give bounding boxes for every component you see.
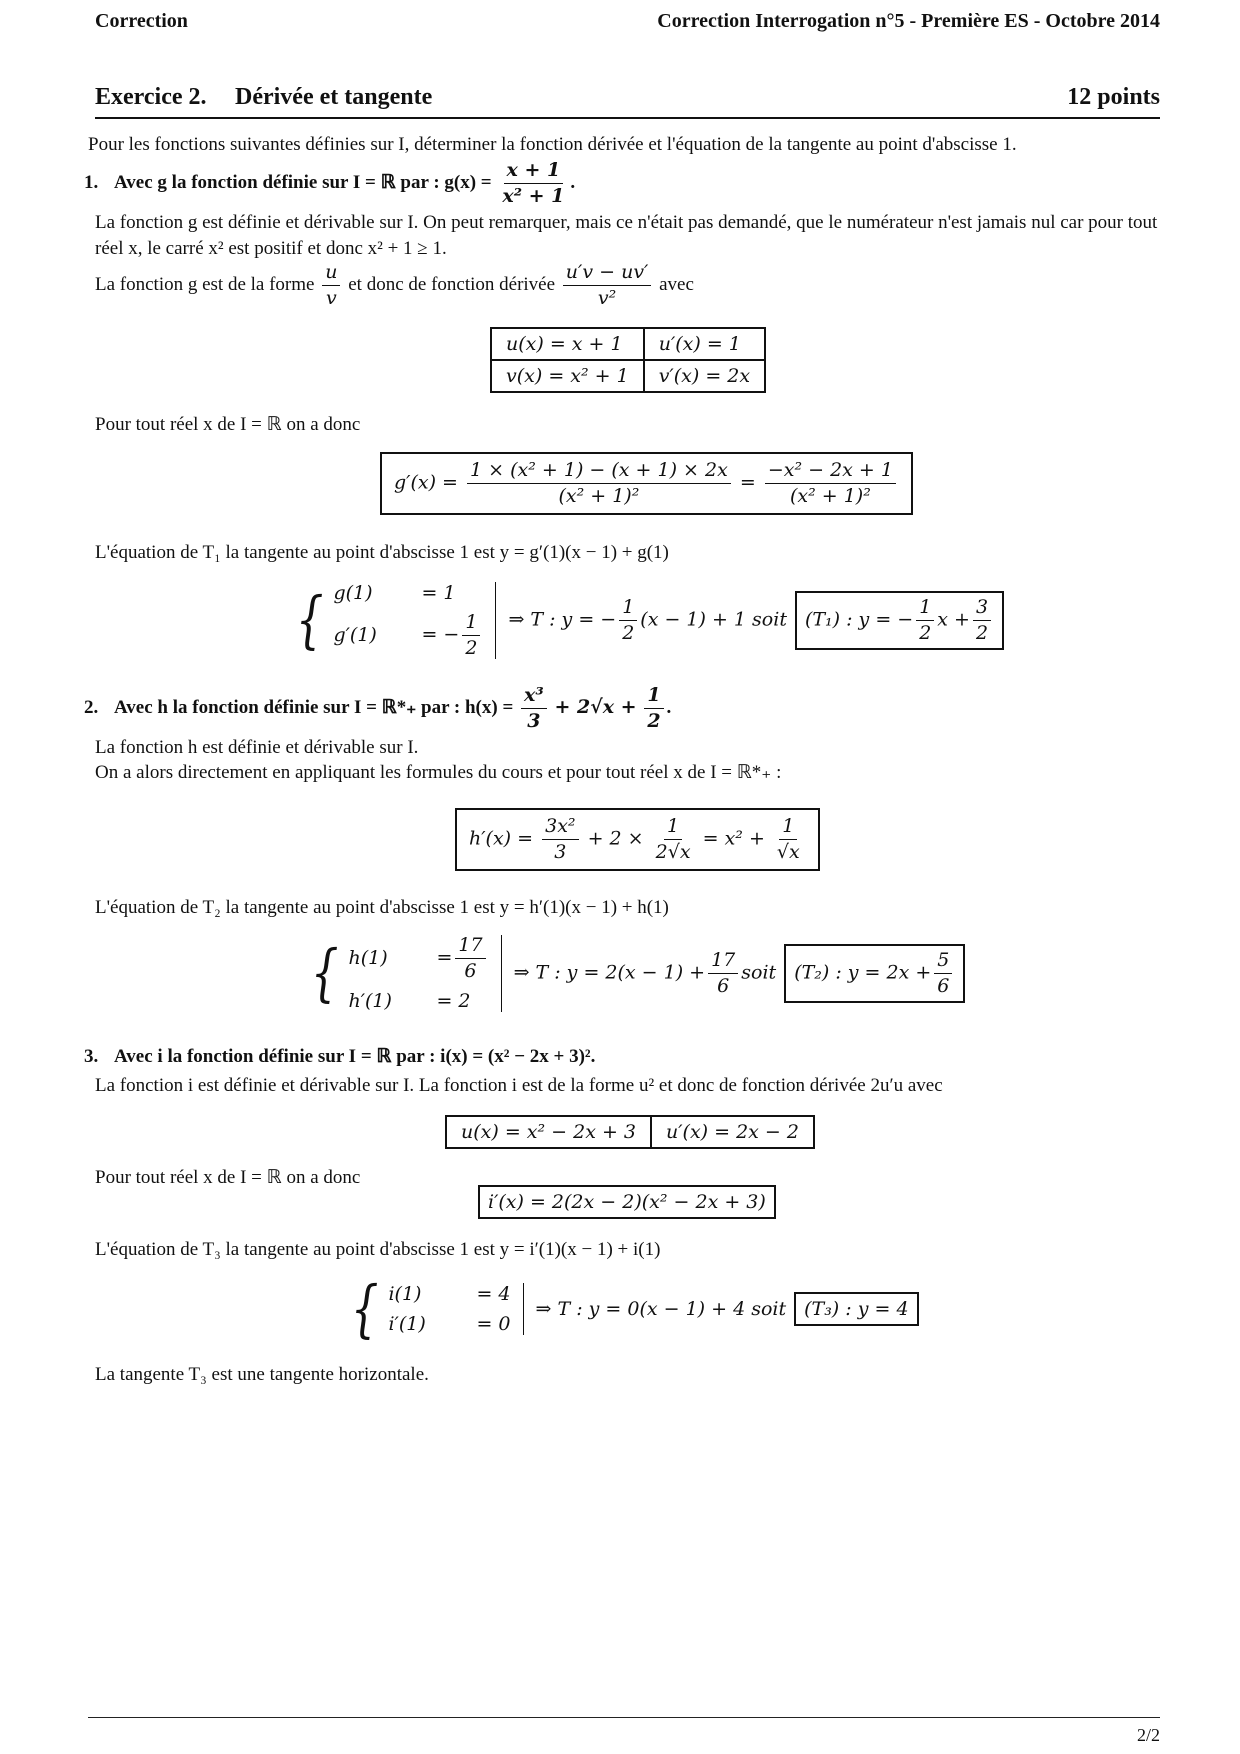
q1-number: 1.	[84, 171, 99, 193]
q1-tangent-result: (T₁) : y = − $\frac{1}{2}$ x + $\frac{3}{2}$	[795, 591, 1004, 650]
q1-uv-table	[490, 327, 766, 393]
q3-derivative-box: i′(x) = 2(2x − 2)(x² − 2x + 3)	[478, 1185, 776, 1219]
q3-tangent-result: (T₃) : y = 4	[794, 1292, 918, 1326]
brace-icon: {	[310, 936, 339, 1010]
exercise-number: Exercice 2.	[95, 84, 207, 110]
q2-heading: 2. Avec h la fonction définie sur I = ℝ*₊ par : h(x) = $\frac{\text{x³}}{3}$ + 2√x + $\frac{1}{2}$ .	[84, 684, 672, 732]
q1-fraction: $\frac{x + 1}{\text{x² + 1}}$	[502, 159, 565, 207]
q3-title: Avec i la fonction définie sur I = ℝ par : i(x) = (x² − 2x + 3)².	[114, 1046, 596, 1067]
q3-paragraph-4: La tangente T₃ est une tangente horizontale.	[95, 1364, 429, 1385]
q1-system: { g(1) = 1 g′(1) = − $\frac{1}{2}$ ⇒ T : y = − $\frac{1}{2}$ (x − 1) + 1 soit (T₁) : y = − $\frac{1}{2}$ x + $\frac{3}{2}$	[290, 582, 1004, 659]
q2-number: 2.	[84, 696, 99, 718]
q1-paragraph-4: L'équation de T₁ la tangente au point d'abscisse 1 est y = g′(1)(x − 1) + g(1)	[95, 542, 669, 563]
table-row: u(x) = x + 1 u′(x) = 1	[491, 328, 765, 360]
q2-paragraph-2: On a alors directement en appliquant les formules du cours et pour tout réel x de I = ℝ*₊ :	[95, 762, 782, 783]
q1-paragraph-3: Pour tout réel x de I = ℝ on a donc	[95, 414, 361, 435]
q2-title: Avec h la fonction définie sur I = ℝ*₊ par : h(x) =	[114, 696, 514, 718]
q1-title: Avec g la fonction définie sur I = ℝ par : g(x) =	[114, 171, 492, 193]
brace-icon: {	[350, 1272, 379, 1345]
brace-icon: {	[295, 583, 324, 657]
footer-rule	[88, 1717, 1160, 1718]
exercise-heading	[95, 84, 432, 111]
intro-text: Pour les fonctions suivantes définies sur I, déterminer la fonction dérivée et l'équation de la tangente au point d'abscisse 1.	[88, 134, 1017, 155]
page-number: 2/2	[1136, 1725, 1160, 1745]
exercise-points: 12 points	[1067, 84, 1160, 110]
q2-derivative-box: h′(x) = $\frac{\text{3x²}}{3}$ + 2 × $\frac{1}{2√x}$ = x² + $\frac{1}{√x}$	[455, 808, 820, 871]
q1-heading: 1. Avec g la fonction définie sur I = ℝ par : g(x) = $\frac{x + 1}{\text{x² + 1}}$ .	[84, 159, 576, 207]
q3-heading	[84, 1045, 595, 1068]
header-left: Correction	[95, 10, 188, 32]
q1-derivative-formula: $\frac{u'v - uv'}{\text{v²}}$	[563, 262, 652, 309]
q1-paragraph-1: La fonction g est définie et dérivable sur I. On peut remarquer, mais ce n'était pas demandé, que le numérateur n'est jamais nul car pour tout réel x, le carré x² est positif et donc x² + 1 ≥ 1.	[95, 212, 1158, 259]
q2-paragraph-3: L'équation de T₂ la tangente au point d'abscisse 1 est y = h′(1)(x − 1) + h(1)	[95, 897, 669, 918]
table-row: u(x) = x² − 2x + 3 u′(x) = 2x − 2	[446, 1116, 814, 1148]
q3-paragraph-2: Pour tout réel x de I = ℝ on a donc	[95, 1167, 361, 1188]
q3-paragraph-3: L'équation de T₃ la tangente au point d'abscisse 1 est y = i′(1)(x − 1) + i(1)	[95, 1239, 661, 1260]
q3-u-table	[445, 1115, 815, 1149]
q3-number: 3.	[84, 1046, 99, 1067]
q2-system: { h(1) = $\frac{17}{6}$ h′(1) = 2 ⇒ T : y = 2(x − 1) + $\frac{17}{6}$ soit (T₂) : y = 2x + $\frac{5}{6}$	[305, 935, 965, 1012]
q1-derivative-box: g′(x) = $\frac{\text{1 × (x² + 1) − (x + 1) × 2x}}{\text{(x² + 1)²}}$ = $\frac{\text{−x² − 2x + 1}}{\text{(x² + 1)²}}$	[380, 452, 913, 515]
exercise-title: Dérivée et tangente	[235, 84, 433, 110]
q3-system: { i(1) = 4 i′(1) = 0 ⇒ T : y = 0(x − 1) + 4 soit (T₃) : y = 4	[345, 1278, 919, 1340]
title-rule	[95, 117, 1160, 119]
table-row: v(x) = x² + 1 v′(x) = 2x	[491, 360, 765, 392]
q2-tangent-result: (T₂) : y = 2x + $\frac{5}{6}$	[784, 944, 965, 1003]
q2-paragraph-1: La fonction h est définie et dérivable sur I.	[95, 737, 419, 758]
q1-uv-fraction: $\frac{u}{v}$	[322, 262, 340, 309]
header-right: Correction Interrogation n°5 - Première ES - Octobre 2014	[657, 10, 1160, 32]
q1-paragraph-2: La fonction g est de la forme $\frac{u}{v}$ et donc de fonction dérivée $\frac{u'v - uv'}{\text{v²}}$ avec	[95, 261, 694, 309]
q3-paragraph-1: La fonction i est définie et dérivable sur I. La fonction i est de la forme u² et donc de fonction dérivée 2u′u avec	[95, 1075, 943, 1096]
